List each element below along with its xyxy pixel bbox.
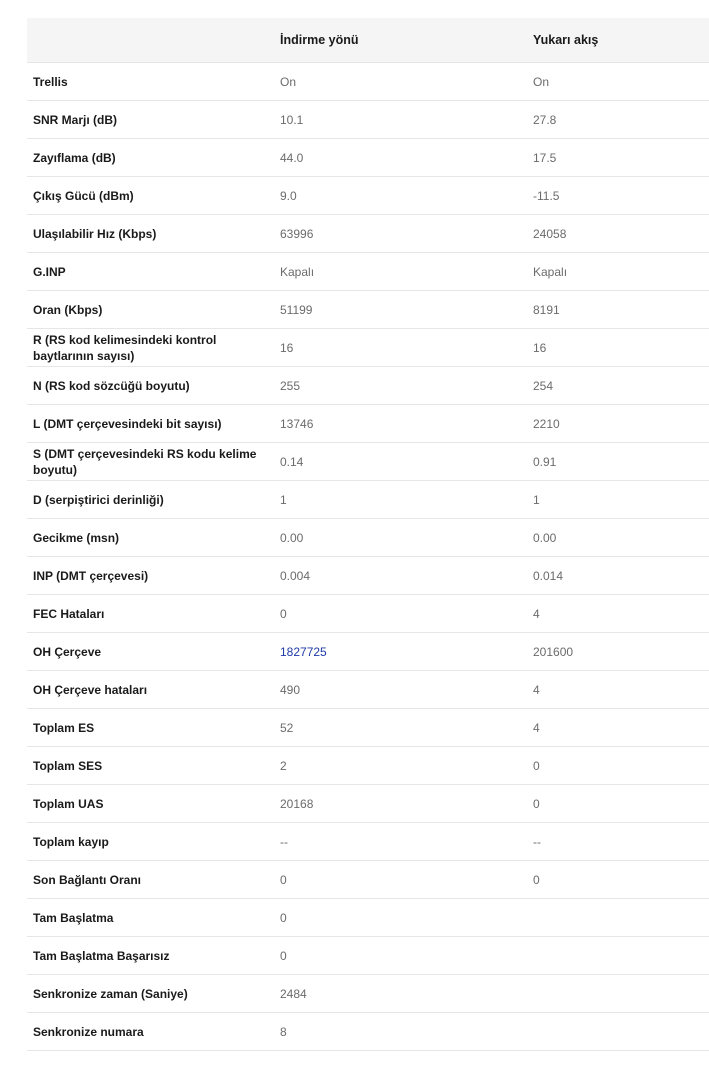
upstream-value: On — [533, 74, 550, 89]
downstream-value: 20168 — [280, 796, 314, 811]
table-row — [27, 823, 709, 861]
upstream-value: 254 — [533, 378, 554, 393]
row-label: Çıkış Gücü (dBm) — [33, 188, 134, 203]
table-row — [27, 101, 709, 139]
downstream-value: 10.1 — [280, 112, 304, 127]
table-row — [27, 937, 709, 975]
row-label: Senkronize numara — [33, 1024, 144, 1039]
table-row — [27, 405, 709, 443]
row-label: Toplam ES — [33, 720, 95, 735]
table-row — [27, 1013, 709, 1051]
upstream-value: 4 — [533, 720, 540, 735]
row-label: Tam Başlatma — [33, 910, 114, 925]
table-row — [27, 291, 709, 329]
table-row — [27, 443, 709, 481]
upstream-value: 17.5 — [533, 150, 557, 165]
upstream-value: 0.014 — [533, 568, 564, 583]
row-label: Ulaşılabilir Hız (Kbps) — [33, 226, 157, 241]
table-row — [27, 595, 709, 633]
upstream-value: 0 — [533, 758, 540, 773]
table-row — [27, 367, 709, 405]
downstream-value: 0 — [280, 910, 287, 925]
table-row — [27, 177, 709, 215]
downstream-value: 0 — [280, 948, 287, 963]
upstream-value: 4 — [533, 682, 540, 697]
table-row — [27, 975, 709, 1013]
table-row — [27, 329, 709, 367]
upstream-value: 16 — [533, 340, 547, 355]
row-label: Son Bağlantı Oranı — [33, 872, 142, 887]
upstream-value: 27.8 — [533, 112, 557, 127]
table-row — [27, 747, 709, 785]
downstream-value: 0.14 — [280, 454, 304, 469]
upstream-value: 0 — [533, 872, 540, 887]
downstream-value: On — [280, 74, 297, 89]
row-label: Trellis — [33, 74, 68, 89]
downstream-value: 2484 — [280, 986, 307, 1001]
table-row — [27, 709, 709, 747]
row-label: R (RS kod kelimesindeki kontrol baytlarının sayısı) — [33, 332, 217, 363]
upstream-value: Kapalı — [533, 264, 568, 279]
downstream-value: 8 — [280, 1024, 287, 1039]
upstream-value: 1 — [533, 492, 540, 507]
downstream-value: 44.0 — [280, 150, 304, 165]
downstream-value: 51199 — [280, 302, 313, 317]
downstream-value: 0.004 — [280, 568, 311, 583]
downstream-value: 0.00 — [280, 530, 304, 545]
downstream-value: 9.0 — [280, 188, 297, 203]
row-label: L (DMT çerçevesindeki bit sayısı) — [33, 416, 222, 431]
downstream-value: 255 — [280, 378, 301, 393]
downstream-value: Kapalı — [280, 264, 315, 279]
row-label: Toplam SES — [33, 758, 103, 773]
downstream-value: 16 — [280, 340, 294, 355]
row-label: Senkronize zaman (Saniye) — [33, 986, 188, 1001]
header-upstream: Yukarı akış — [533, 33, 599, 47]
row-label: Tam Başlatma Başarısız — [33, 948, 170, 963]
upstream-value: 0.91 — [533, 454, 557, 469]
upstream-value: 201600 — [533, 644, 574, 659]
row-label: G.INP — [33, 264, 66, 279]
upstream-value: 24058 — [533, 226, 567, 241]
header-downstream: İndirme yönü — [280, 33, 359, 47]
downstream-value: 1 — [280, 492, 287, 507]
downstream-value: 0 — [280, 872, 287, 887]
row-label: Toplam kayıp — [33, 834, 109, 849]
upstream-value: 0 — [533, 796, 540, 811]
dsl-stats-table — [27, 18, 709, 1051]
table-row — [27, 519, 709, 557]
row-label: N (RS kod sözcüğü boyutu) — [33, 378, 190, 393]
table-row — [27, 633, 709, 671]
downstream-value: -- — [280, 834, 288, 849]
row-label: OH Çerçeve hataları — [33, 682, 148, 697]
row-label: S (DMT çerçevesindeki RS kodu kelime boyutu) — [33, 446, 257, 477]
table-row — [27, 253, 709, 291]
downstream-value: 2 — [280, 758, 287, 773]
upstream-value: 2210 — [533, 416, 560, 431]
table-row — [27, 861, 709, 899]
upstream-value: -11.5 — [533, 188, 560, 203]
upstream-value: 8191 — [533, 302, 560, 317]
row-label: OH Çerçeve — [33, 644, 102, 659]
upstream-value: 4 — [533, 606, 540, 621]
row-label: D (serpiştirici derinliği) — [33, 492, 164, 507]
row-label: SNR Marjı (dB) — [33, 112, 117, 127]
downstream-value: 490 — [280, 682, 301, 697]
table-row — [27, 63, 709, 101]
downstream-value: 52 — [280, 720, 294, 735]
upstream-value: 0.00 — [533, 530, 557, 545]
downstream-value: 63996 — [280, 226, 314, 241]
table-row — [27, 785, 709, 823]
table-row — [27, 215, 709, 253]
downstream-value: 13746 — [280, 416, 314, 431]
downstream-value: 0 — [280, 606, 287, 621]
row-label: Oran (Kbps) — [33, 302, 103, 317]
table-row — [27, 557, 709, 595]
upstream-value: -- — [533, 834, 541, 849]
row-label: Toplam UAS — [33, 796, 104, 811]
table-row — [27, 481, 709, 519]
row-label: FEC Hataları — [33, 606, 105, 621]
table-header-row — [27, 18, 709, 63]
downstream-value-link[interactable]: 1827725 — [280, 644, 327, 659]
table-row — [27, 671, 709, 709]
table-row — [27, 139, 709, 177]
table-row — [27, 899, 709, 937]
row-label: Zayıflama (dB) — [33, 150, 116, 165]
row-label: INP (DMT çerçevesi) — [33, 568, 149, 583]
row-label: Gecikme (msn) — [33, 530, 120, 545]
